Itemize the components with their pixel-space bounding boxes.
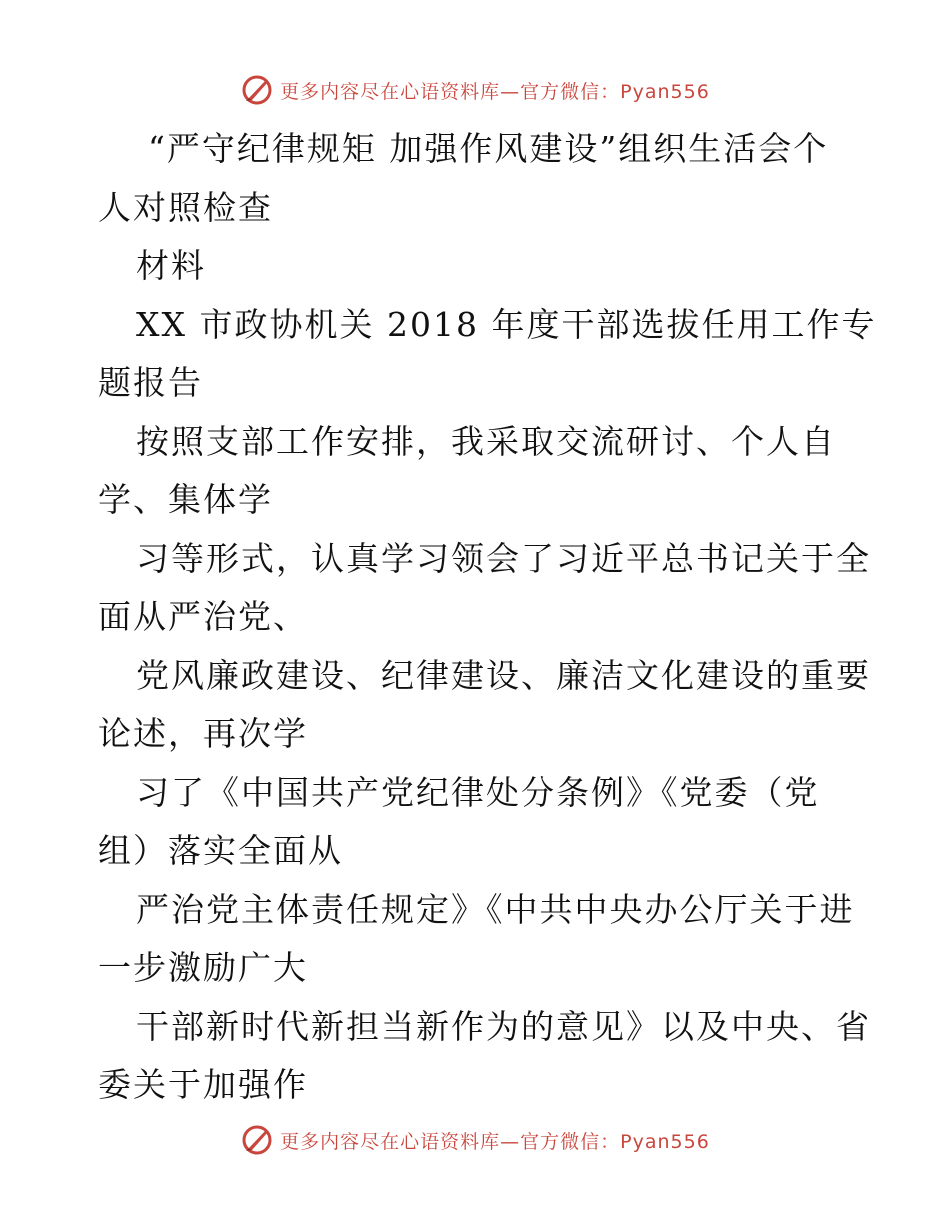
watermark-text: 更多内容尽在心语资料库—官方微信：Pyan556 (280, 80, 710, 103)
text-line: 组）落实全面从 (98, 831, 343, 870)
text-line: 委关于加强作 (98, 1065, 308, 1104)
text-line: 一步激励广大 (98, 948, 308, 987)
quill-seal-logo-icon (240, 73, 274, 107)
text-line: 学、集体学 (98, 480, 273, 519)
text-line: 习等形式，认真学习领会了习近平总书记关于全 (136, 538, 871, 578)
text-line: 材料 (136, 246, 206, 285)
footer-watermark (0, 1120, 950, 1160)
text-line: 面从严治党、 (98, 597, 308, 636)
text-line: 人对照检查 (98, 187, 273, 227)
text-line: XX 市政协机关 2018 年度干部选拔任用工作专 (136, 304, 877, 344)
text-line: 习了《中国共产党纪律处分条例》《党委（党 (136, 772, 820, 812)
text-line: 题报告 (98, 363, 203, 402)
quill-seal-logo-icon (240, 1123, 274, 1157)
text-line: 干部新时代新担当新作为的意见》以及中央、省 (136, 1006, 871, 1046)
text-line: 按照支部工作安排，我采取交流研讨、个人自 (136, 421, 836, 461)
text-line: 严治党主体责任规定》《中共中央办公厅关于进 (136, 889, 855, 929)
watermark-text: 更多内容尽在心语资料库—官方微信：Pyan556 (280, 1130, 710, 1153)
text-line: “严守纪律规矩 加强作风建设”组织生活会个 (148, 129, 829, 168)
text-line: 党风廉政建设、纪律建设、廉洁文化建设的重要 (136, 655, 871, 695)
document-body (98, 120, 877, 1115)
header-watermark (0, 70, 950, 110)
text-line: 论述，再次学 (98, 714, 308, 753)
